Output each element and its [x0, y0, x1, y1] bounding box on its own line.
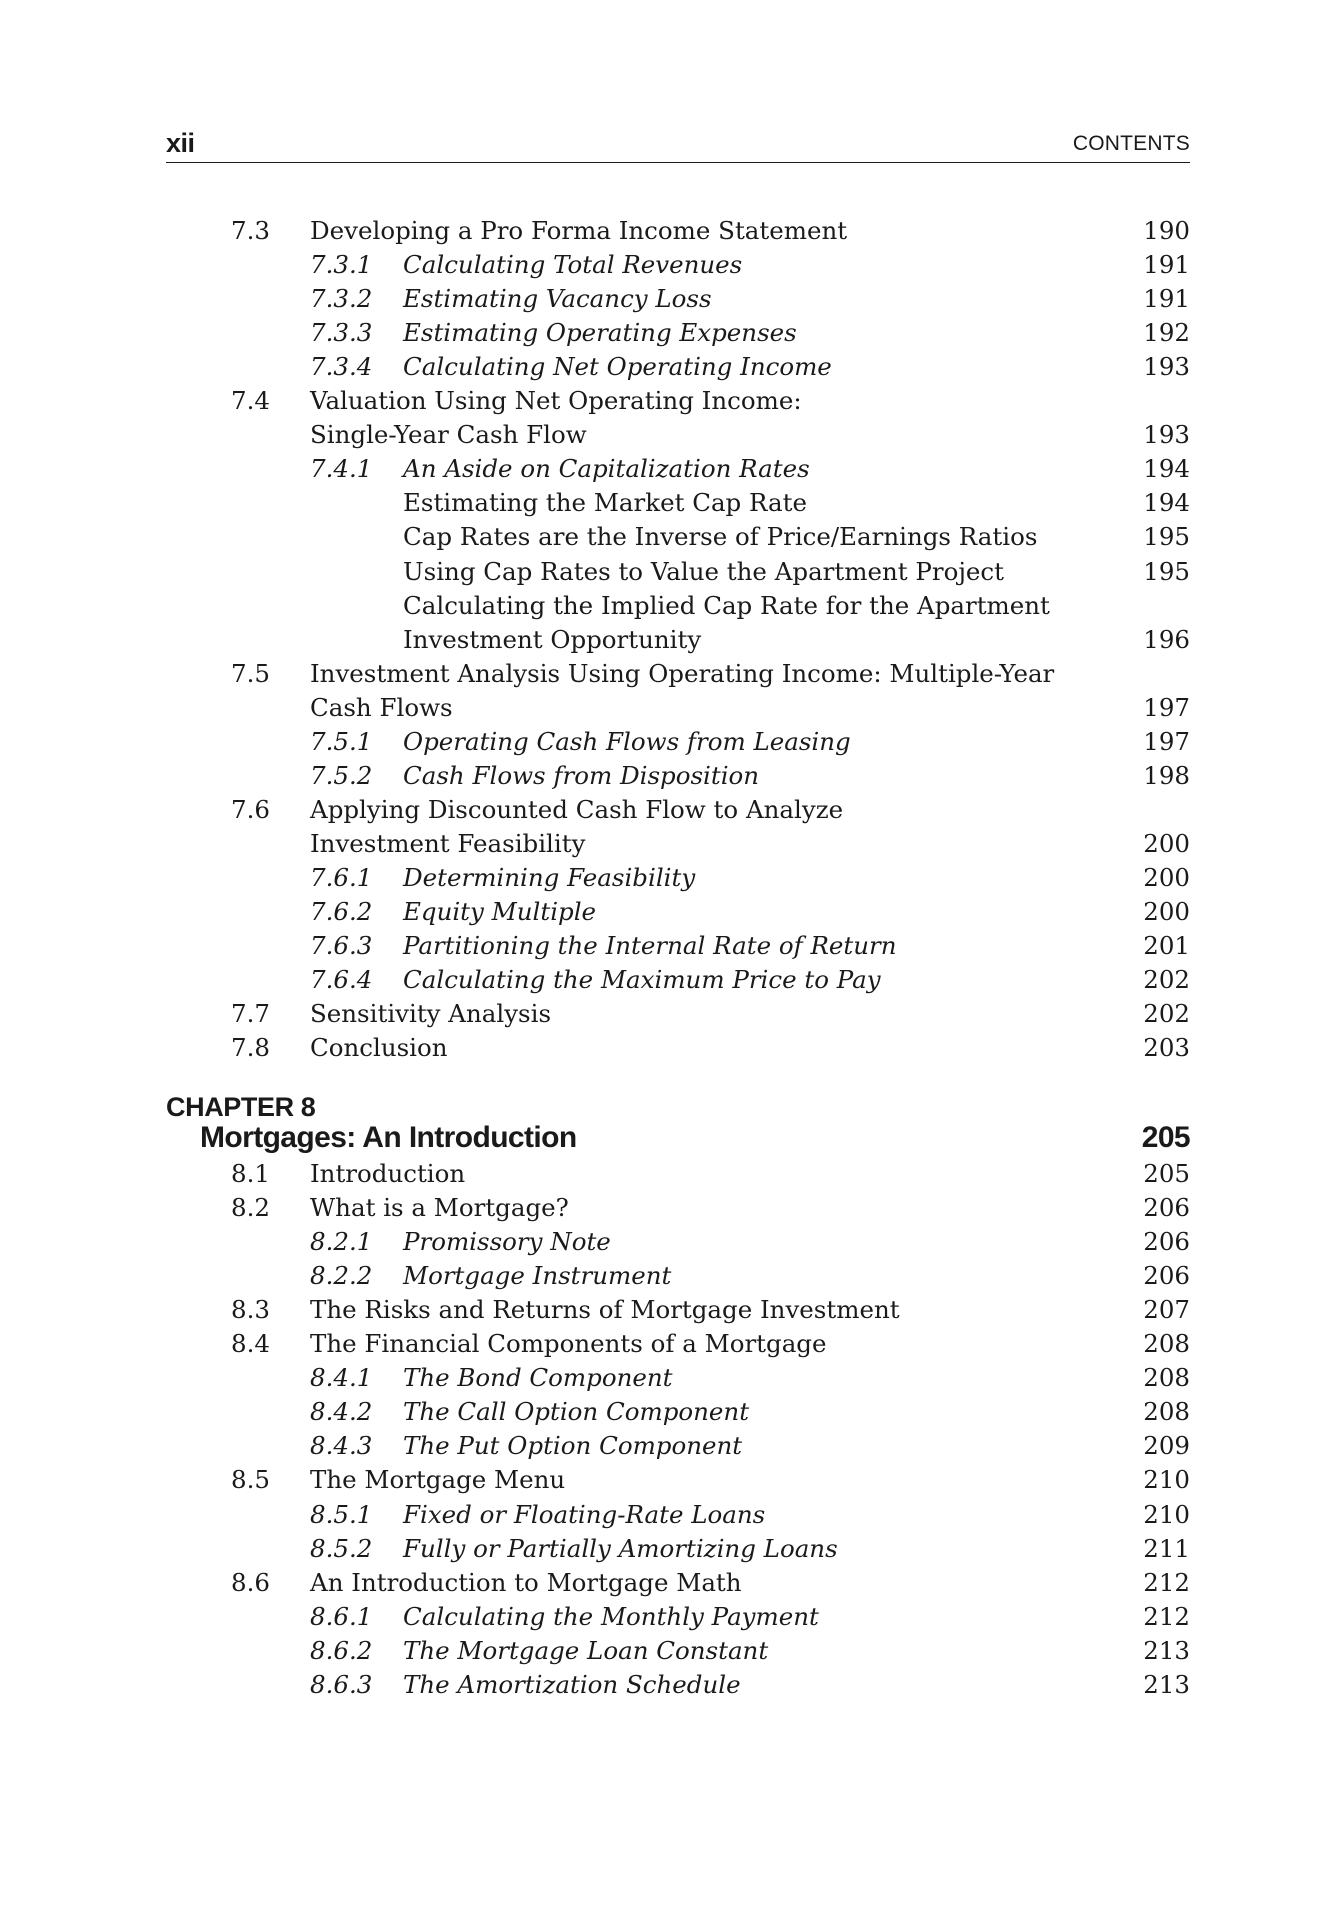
page-number: 203	[1143, 1033, 1190, 1063]
section-number: 7.3.3	[310, 318, 373, 348]
section-number: 8.4.1	[310, 1363, 373, 1393]
section-title: An Aside on Capitalization Rates	[403, 454, 810, 484]
section-number: 8.2.1	[310, 1227, 373, 1257]
page-number: 201	[1143, 931, 1190, 961]
running-head: CONTENTS	[1072, 132, 1190, 155]
section-number: 8.5	[231, 1465, 270, 1495]
page-number: 206	[1143, 1227, 1190, 1257]
page-number: 210	[1143, 1465, 1190, 1495]
section-number: 8.4	[231, 1329, 270, 1359]
section-title: Conclusion	[310, 1033, 448, 1063]
section-title: Single-Year Cash Flow	[310, 420, 587, 450]
page-number: 195	[1143, 556, 1190, 586]
section-title: Investment Analysis Using Operating Income: Multiple-Year	[310, 658, 1055, 688]
section-title: Using Cap Rates to Value the Apartment Project	[403, 556, 1004, 586]
toc-entry	[166, 1259, 1190, 1293]
page-number: 200	[1143, 828, 1190, 858]
page-folio: xii	[166, 128, 195, 158]
section-title: Investment Opportunity	[403, 624, 702, 654]
section-title: The Amortization Schedule	[403, 1669, 741, 1699]
section-number: 7.6.4	[310, 965, 373, 995]
section-title: The Bond Component	[403, 1363, 673, 1393]
page-number: 209	[1143, 1431, 1190, 1461]
page-number: 194	[1143, 454, 1190, 484]
toc-entry	[166, 725, 1190, 759]
toc-entry	[166, 997, 1190, 1031]
section-title: Calculating the Implied Cap Rate for the Apartment	[403, 590, 1050, 620]
page-number: 193	[1143, 352, 1190, 382]
section-number: 8.2	[231, 1193, 270, 1223]
toc-entry	[166, 248, 1190, 282]
toc-entry	[166, 1600, 1190, 1634]
page-number: 194	[1143, 488, 1190, 518]
section-number: 7.5.1	[310, 726, 373, 756]
toc-entry	[166, 861, 1190, 895]
toc-entry	[166, 1566, 1190, 1600]
toc-entry	[166, 316, 1190, 350]
page-number: 197	[1143, 692, 1190, 722]
toc-entry	[166, 895, 1190, 929]
section-title: Promissory Note	[403, 1227, 611, 1257]
toc-entry	[166, 1532, 1190, 1566]
toc-entry	[166, 963, 1190, 997]
section-title: Equity Multiple	[403, 897, 597, 926]
section-title: Determining Feasibility	[403, 862, 696, 892]
page-number: 212	[1143, 1601, 1190, 1631]
toc-entry	[166, 214, 1190, 248]
section-number: 7.6.2	[310, 897, 373, 926]
chapter-title: Mortgages: An Introduction	[200, 1121, 577, 1154]
toc-entry	[166, 350, 1190, 384]
toc-entry	[166, 1293, 1190, 1327]
section-title: Fully or Partially Amortizing Loans	[403, 1533, 838, 1563]
section-number: 7.6	[231, 794, 270, 824]
toc-entry	[166, 1157, 1190, 1191]
toc-entry	[166, 520, 1190, 554]
section-title: Introduction	[310, 1159, 466, 1188]
page-number: 207	[1143, 1295, 1190, 1325]
section-number: 8.6	[231, 1567, 270, 1597]
section-number: 7.4.1	[310, 454, 373, 484]
page-number: 196	[1143, 624, 1190, 654]
section-title: Calculating the Monthly Payment	[403, 1601, 819, 1631]
page-number: 205	[1143, 1159, 1190, 1188]
section-title: Partitioning the Internal Rate of Return	[403, 931, 897, 961]
section-title: Sensitivity Analysis	[310, 999, 552, 1029]
page-number: 198	[1143, 760, 1190, 790]
section-number: 8.2.2	[310, 1261, 373, 1291]
section-number: 7.3.2	[310, 284, 373, 314]
section-number: 7.3.1	[310, 250, 373, 280]
page-number: 195	[1143, 522, 1190, 552]
page-number: 208	[1143, 1397, 1190, 1427]
page-number: 208	[1143, 1363, 1190, 1393]
section-title: Cash Flows from Disposition	[403, 760, 760, 790]
toc-entry	[166, 691, 1190, 725]
section-title: Fixed or Floating-Rate Loans	[403, 1499, 766, 1529]
page-number: 200	[1143, 897, 1190, 926]
section-title: The Call Option Component	[403, 1397, 750, 1427]
page-header	[166, 124, 1190, 163]
page-number: 206	[1143, 1261, 1190, 1291]
toc-entry	[166, 623, 1190, 657]
page-number: 192	[1143, 318, 1190, 348]
section-title: Estimating Vacancy Loss	[403, 284, 712, 314]
section-number: 7.5	[231, 658, 270, 688]
section-title: The Mortgage Loan Constant	[403, 1635, 769, 1665]
section-number: 8.4.2	[310, 1397, 373, 1427]
page-number: 190	[1143, 216, 1190, 245]
toc-entry	[166, 1395, 1190, 1429]
page-number: 193	[1143, 420, 1190, 450]
section-number: 8.6.3	[310, 1669, 373, 1699]
section-number: 8.6.2	[310, 1635, 373, 1665]
chapter-label: CHAPTER 8	[166, 1092, 316, 1122]
toc-entry	[166, 589, 1190, 623]
section-title: Applying Discounted Cash Flow to Analyze	[310, 794, 844, 824]
page-number: 210	[1143, 1499, 1190, 1529]
section-number: 7.3	[231, 216, 270, 245]
section-title: The Put Option Component	[403, 1431, 743, 1461]
toc-entry	[166, 929, 1190, 963]
toc-entry	[166, 282, 1190, 316]
section-title: The Mortgage Menu	[310, 1465, 566, 1495]
page-number: 197	[1143, 726, 1190, 756]
toc-entry	[166, 657, 1190, 691]
section-title: Calculating Net Operating Income	[403, 352, 832, 382]
section-number: 8.4.3	[310, 1431, 373, 1461]
section-title: Developing a Pro Forma Income Statement	[310, 216, 848, 245]
page-number: 211	[1143, 1533, 1190, 1563]
page-number: 206	[1143, 1193, 1190, 1223]
section-title: Calculating Total Revenues	[403, 250, 743, 280]
toc-entry	[166, 1429, 1190, 1463]
toc-entry	[166, 1463, 1190, 1497]
toc-entry	[166, 452, 1190, 486]
section-title: Estimating Operating Expenses	[403, 318, 797, 348]
page-number: 202	[1143, 965, 1190, 995]
section-title: The Risks and Returns of Mortgage Investment	[310, 1295, 900, 1325]
section-number: 7.6.3	[310, 931, 373, 961]
section-title: Calculating the Maximum Price to Pay	[403, 965, 881, 995]
section-title: What is a Mortgage?	[310, 1193, 569, 1223]
section-number: 8.6.1	[310, 1601, 373, 1631]
section-number: 7.3.4	[310, 352, 373, 382]
toc-entry	[166, 1225, 1190, 1259]
section-title: Cash Flows	[310, 692, 453, 722]
page-number: 200	[1143, 862, 1190, 892]
section-title: Operating Cash Flows from Leasing	[403, 726, 851, 756]
toc-entry	[166, 1031, 1190, 1065]
section-title: An Introduction to Mortgage Math	[310, 1567, 742, 1597]
toc-entry	[166, 1668, 1190, 1702]
section-title: The Financial Components of a Mortgage	[310, 1329, 827, 1359]
page-number: 191	[1143, 250, 1190, 280]
section-title: Valuation Using Net Operating Income:	[310, 386, 802, 416]
page-number: 202	[1143, 999, 1190, 1029]
section-number: 7.8	[231, 1033, 270, 1063]
toc-entry	[166, 1498, 1190, 1532]
section-number: 8.1	[231, 1159, 270, 1188]
toc-entry	[166, 759, 1190, 793]
toc-entry	[166, 1361, 1190, 1395]
section-number: 8.5.1	[310, 1499, 373, 1529]
section-number: 8.5.2	[310, 1533, 373, 1563]
page-number: 212	[1143, 1567, 1190, 1597]
section-title: Mortgage Instrument	[403, 1261, 672, 1291]
toc-entry	[166, 418, 1190, 452]
toc-entry	[166, 1634, 1190, 1668]
section-number: 7.6.1	[310, 862, 373, 892]
page-number: 208	[1143, 1329, 1190, 1359]
section-number: 7.7	[231, 999, 270, 1029]
section-title: Estimating the Market Cap Rate	[403, 488, 807, 518]
page-number: 191	[1143, 284, 1190, 314]
toc-entry	[166, 486, 1190, 520]
toc-entry	[166, 1191, 1190, 1225]
toc-entry	[166, 793, 1190, 827]
page-number: 213	[1143, 1669, 1190, 1699]
toc-entry	[166, 384, 1190, 418]
toc-entry	[166, 555, 1190, 589]
section-title: Cap Rates are the Inverse of Price/Earnings Ratios	[403, 522, 1038, 552]
toc-entry	[166, 827, 1190, 861]
section-title: Investment Feasibility	[310, 828, 586, 858]
section-number: 8.3	[231, 1295, 270, 1325]
chapter-page-number: 205	[1141, 1121, 1190, 1154]
page-number: 213	[1143, 1635, 1190, 1665]
toc-entry	[166, 1327, 1190, 1361]
section-number: 7.4	[231, 386, 270, 416]
chapter-title-row	[166, 1118, 1190, 1158]
section-number: 7.5.2	[310, 760, 373, 790]
